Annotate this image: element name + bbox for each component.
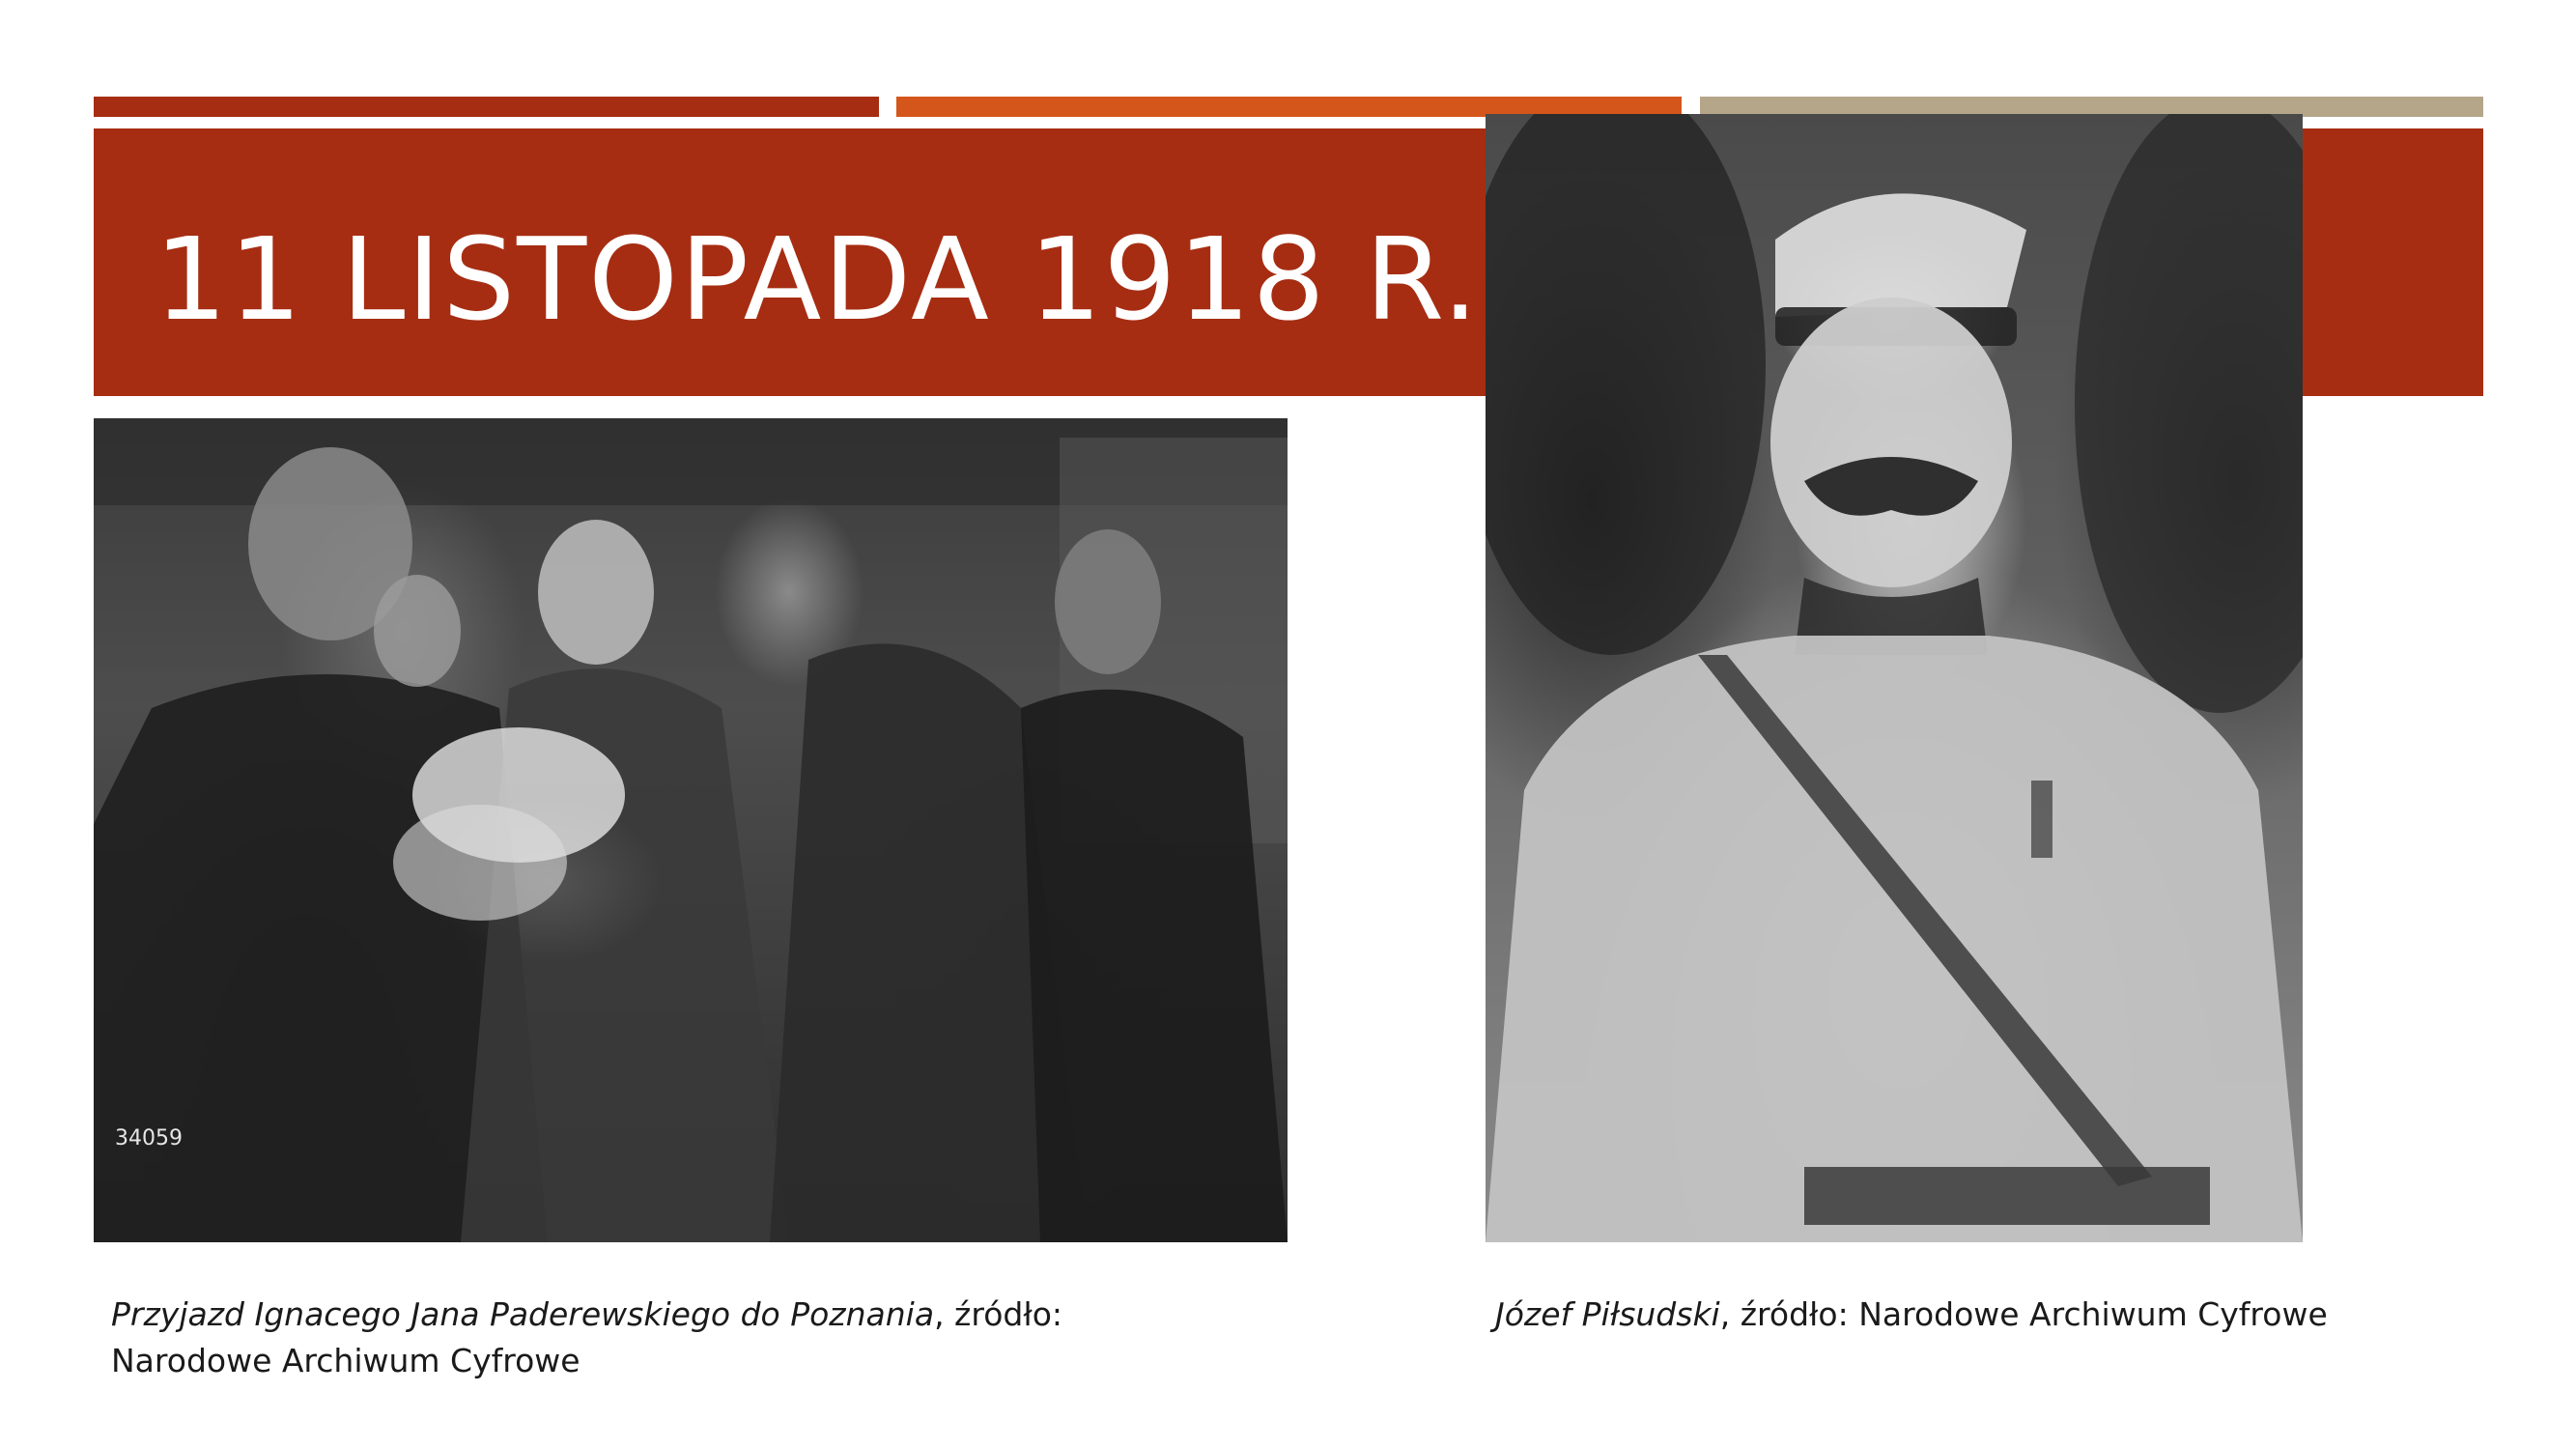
caption-paderewski-title: Przyjazd Ignacego Jana Paderewskiego do Poznania	[111, 1295, 935, 1333]
photo-pilsudski	[1486, 114, 2303, 1242]
slide-title: 11 LISTOPADA 1918 R.	[155, 213, 1481, 346]
caption-paderewski-source: , źródło: Narodowe Archiwum Cyfrowe	[111, 1295, 1063, 1379]
caption-pilsudski-source: , źródło: Narodowe Archiwum Cyfrowe	[1719, 1295, 2328, 1333]
photo-paderewski-shapes	[94, 418, 1288, 1242]
caption-paderewski	[111, 1292, 1212, 1384]
accent-bar-dark-red	[94, 97, 879, 117]
caption-pilsudski	[1495, 1292, 2328, 1338]
photo-paderewski-arrival	[94, 418, 1288, 1242]
photo-negative-number: 34059	[115, 1126, 183, 1151]
caption-pilsudski-title: Józef Piłsudski	[1495, 1295, 1720, 1333]
photo-pilsudski-shapes	[1486, 114, 2303, 1242]
